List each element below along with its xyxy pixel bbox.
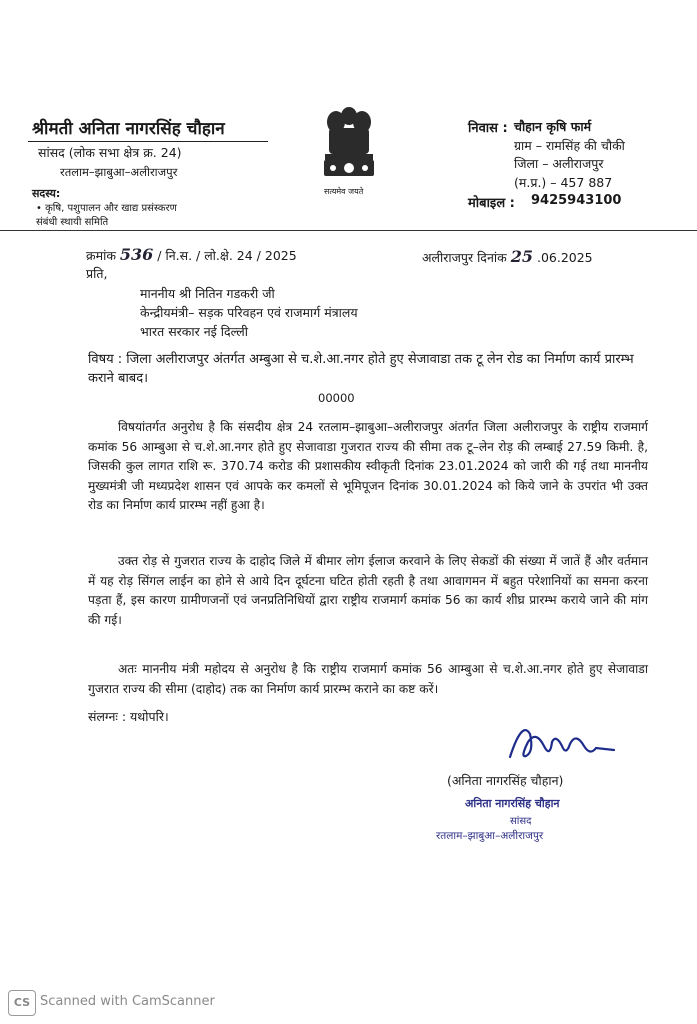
- mp-district-line: रतलाम–झाबुआ–अलीराजपुर: [60, 165, 178, 179]
- stamp-designation: सांसद: [510, 816, 532, 827]
- addressee-line-3: भारत सरकार नई दिल्ली: [140, 324, 248, 339]
- mp-name: श्रीमती अनिता नागरसिंह चौहान: [32, 119, 225, 139]
- member-line-1: • कृषि, पशुपालन और खाद्य प्रसंस्करण: [36, 203, 177, 214]
- body-paragraph-3: [88, 660, 648, 699]
- residence-line-2: ग्राम – रामसिंह की चौकी: [514, 138, 625, 153]
- paragraph-3-text: अतः माननीय मंत्री महोदय से अनुरोध है कि राष्ट्रीय राजमार्ग कमांक 56 आम्बुआ से च.शे.आ.नगर होते हुए सेजावाडा गुजरात राज्य की सीमा (दाहोद) तक का निर्माण कार्य प्रारम्भ कराने का कष्ट करें।: [88, 662, 648, 696]
- enclosure-line: संलग्नः : यथोपरि।: [88, 709, 169, 724]
- ref-suffix: / नि.स. / लो.क्षे. 24 / 2025: [157, 248, 297, 263]
- reference-number: [86, 245, 297, 264]
- letter-date: [422, 247, 593, 266]
- subject-line: विषय : जिला अलीराजपुर अंतर्गत अम्बुआ से च.शे.आ.नगर होते हुए सेजावाडा तक टू लेन रोड का निर्माण कार्य प्रारम्भ कराने बाबद।: [88, 352, 634, 386]
- mobile-number: 9425943100: [531, 193, 622, 208]
- separator-zeros: 00000: [318, 391, 355, 405]
- ref-prefix: क्रमांक: [86, 248, 116, 263]
- residence-label: निवास :: [468, 121, 508, 136]
- mp-constituency: सांसद (लोक सभा क्षेत्र क्र. 24): [38, 145, 182, 160]
- stamp-name: अनिता नागरसिंह चौहान: [465, 797, 560, 810]
- national-emblem-icon: [318, 100, 380, 190]
- addressee-line-2: केन्द्रीयमंत्री– सड़क परिवहन एवं राजमार्ग मंत्रालय: [140, 305, 358, 320]
- residence-line-3: जिला – अलीराजपुर: [514, 156, 604, 171]
- camscanner-watermark: Scanned with CamScanner: [40, 994, 215, 1009]
- member-title: सदस्य:: [32, 187, 61, 200]
- ref-handwritten-number: 536: [119, 245, 154, 264]
- handwritten-signature-icon: [500, 712, 620, 772]
- body-paragraph-2: [88, 552, 648, 630]
- emblem-motto: सत्यमेव जयते: [324, 187, 364, 196]
- residence-line-4: (म.प्र.) – 457 887: [514, 175, 613, 190]
- stamp-constituency: रतलाम–झाबुआ–अलीराजपुर: [436, 830, 544, 842]
- date-prefix: अलीराजपुर दिनांक: [422, 250, 507, 265]
- date-handwritten-day: 25: [510, 247, 533, 266]
- camscanner-logo-icon: CS: [8, 990, 36, 1016]
- prati-label: प्रति,: [86, 266, 108, 281]
- residence-line-1: चौहान कृषि फार्म: [514, 119, 592, 134]
- date-suffix: .06.2025: [536, 250, 593, 265]
- signatory-name: (अनिता नागरसिंह चौहान): [447, 773, 564, 788]
- name-underline: [28, 141, 268, 142]
- addressee-line-1: माननीय श्री नितिन गडकरी जी: [140, 286, 275, 301]
- letterhead-divider: [0, 230, 697, 231]
- member-line-2: संबंधी स्थायी समिति: [36, 217, 109, 228]
- paragraph-1-text: विषयांतर्गत अनुरोध है कि संसदीय क्षेत्र 24 रतलाम–झाबुआ–अलीराजपुर अंतर्गत जिला अलीराजपुर के राष्ट्रीय राजमार्ग कमांक 56 आम्बुआ से च.शे.आ.नगर होते हुए सेजावाडा गुजरात राज्य की सीमा तक टू–लेन रोड़ की लम्बाई 27.59 किमी. है, जिसकी कुल लागत राशि रू. 370.74 करोड की प्रशासकीय स्वीकृती दिनांक 23.01.2024 को जारी की गई तथा माननीय मुख्यमंत्री जी मध्यप्रदेश शासन एवं आपके कर कमलों से भूमिपूजन दिनांक 30.01.2024 को किये जाने के उपरांत भी उक्त रोड का निर्माण कार्य प्रारम्भ नहीं हुआ है।: [88, 420, 648, 512]
- body-paragraph-1: [88, 418, 648, 516]
- paragraph-2-text: उक्त रोड़ से गुजरात राज्य के दाहोद जिले में बीमार लोग ईलाज करवाने के लिए सेकडों की संख्या में जातें हैं और वर्तमान में यह रोड़ सिंगल लाईन का होने से आये दिन दूर्घटना घटित होती रहती है तथा आवागमन में बहुत परेशानियों का समना करना पड़ता हैं, इस कारण ग्रामीणजनों एवं जनप्रतिनिधियों द्वारा राष्ट्रीय राजमार्ग कमांक 56 का कार्य शीघ्र प्रारम्भ कराये जाने की मांग की गई।: [88, 554, 648, 627]
- mobile-label: मोबाइल :: [468, 196, 515, 211]
